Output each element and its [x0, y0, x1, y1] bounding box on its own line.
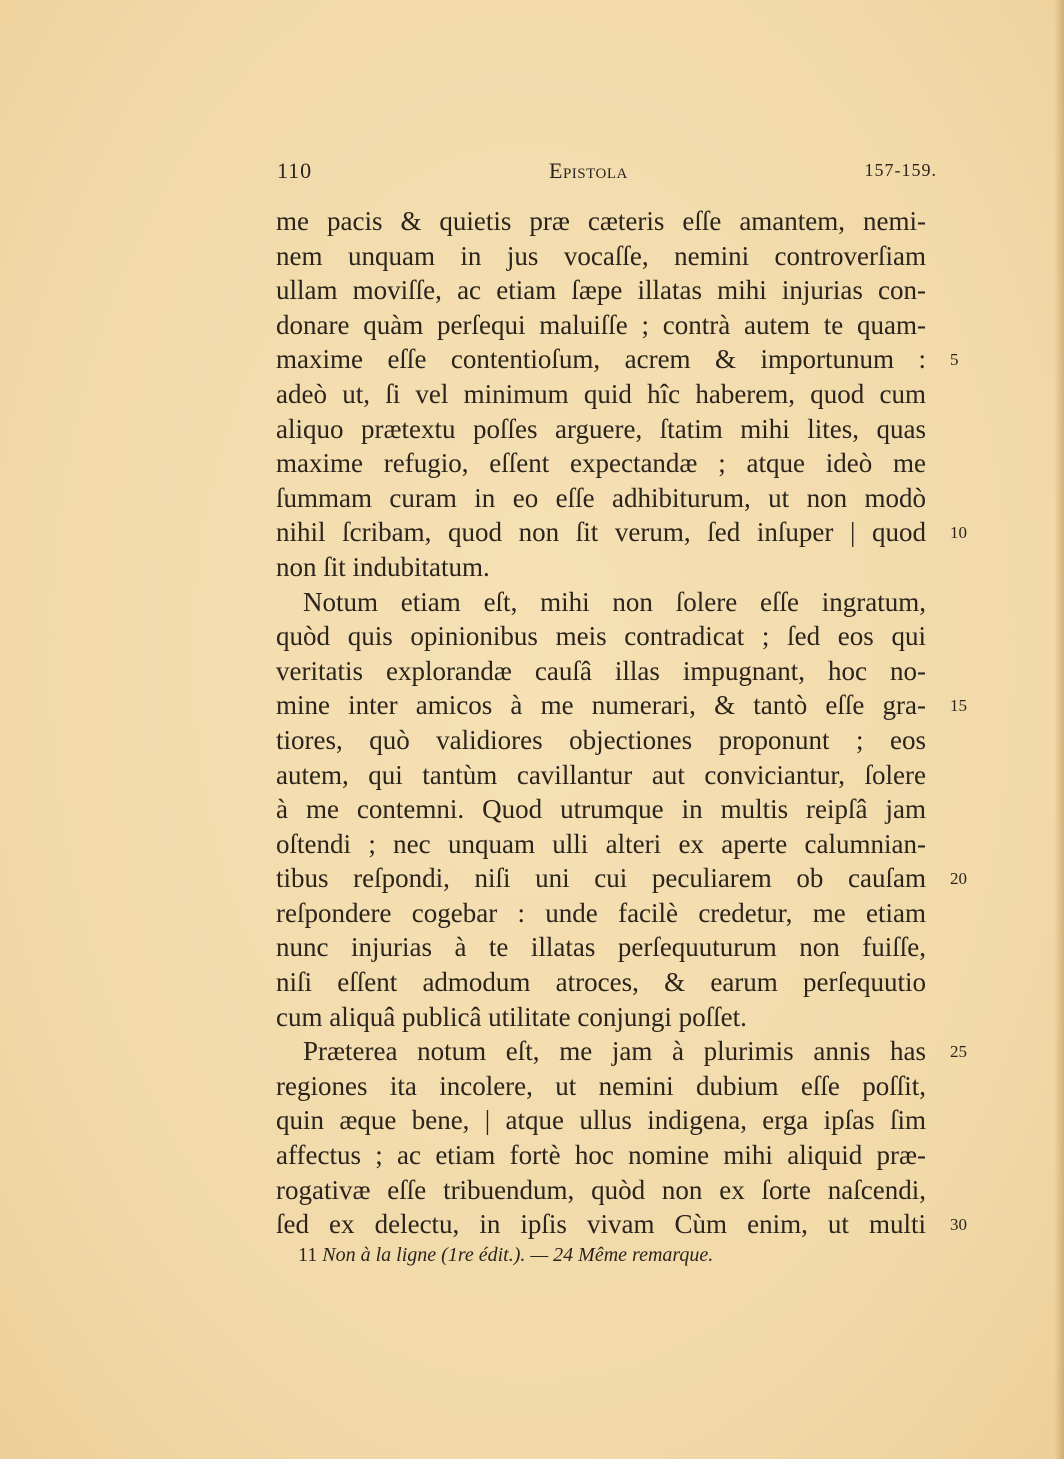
text-line: me pacis & quietis præ cæteris eſſe amantem, nemi- [276, 206, 926, 236]
page-number: 110 [277, 158, 313, 183]
text-line: autem, qui tantùm cavillantur aut conviciantur, ſolere [276, 759, 926, 790]
text-line: rogativæ eſſe tribuendum, quòd non ex ſorte naſcendi, [276, 1174, 926, 1205]
footnote-number: 11 [298, 1244, 318, 1266]
text-line: maxime eſſe contentioſum, acrem & importunum : [276, 344, 926, 375]
text-line: reſpondere cogebar : unde facilè credetur, me etiam [276, 897, 926, 928]
text-line: nem unquam in jus vocaſſe, nemini controverſiam [276, 240, 926, 271]
footnote [298, 1244, 713, 1267]
page-edge-shadow [1054, 0, 1064, 1459]
text-line: tiores, quò validiores objectiones proponunt ; eos [276, 724, 926, 755]
body-text [276, 204, 926, 1242]
text-line: à me contemni. Quod utrumque in multis reipſâ jam [276, 794, 926, 825]
text-line: nunc injurias à te illatas perſequuturum non fuiſſe, [276, 932, 926, 963]
text-line: adeò ut, ſi vel minimum quid hîc haberem, quod cum [276, 378, 926, 409]
margin-line-number: 25 [950, 1042, 967, 1062]
text-line: quòd quis opinionibus meis contradicat ; ſed eos qui [276, 621, 926, 652]
text-line: tibus reſpondi, niſi uni cui peculiarem ob cauſam [276, 863, 926, 894]
text-line: Præterea notum eſt, me jam à plurimis annis has [303, 1036, 926, 1067]
text-line: non ſit indubitatum. [276, 551, 490, 582]
text-line: donare quàm perſequi maluiſſe ; contrà autem te quam- [276, 309, 926, 340]
margin-line-number: 20 [950, 869, 967, 889]
footnote-text: Non à la ligne (1re édit.). — 24 Même remarque. [322, 1244, 714, 1266]
margin-line-number: 10 [950, 523, 967, 543]
text-line: affectus ; ac etiam fortè hoc nomine mihi aliquid præ- [276, 1140, 926, 1171]
text-line: ullam moviſſe, ac etiam ſæpe illatas mihi injurias con- [276, 275, 926, 306]
text-line: aliquo prætextu poſſes arguere, ſtatim mihi lites, quas [276, 413, 926, 444]
margin-line-number: 30 [950, 1215, 967, 1235]
running-title: Epistola [549, 158, 628, 183]
margin-line-number: 15 [950, 696, 967, 716]
running-header [277, 158, 937, 192]
text-line: quin æque bene, | atque ullus indigena, erga ipſas ſim [276, 1105, 926, 1136]
text-line: cum aliquâ publicâ utilitate conjungi poſſet. [276, 1001, 747, 1032]
text-line: ſummam curam in eo eſſe adhibiturum, ut non modò [276, 482, 926, 513]
text-line: ſed ex delectu, in ipſis vivam Cùm enim, ut multi [276, 1209, 926, 1240]
text-line: maxime refugio, eſſent expectandæ ; atque ideò me [276, 448, 926, 479]
text-line: Notum etiam eſt, mihi non ſolere eſſe ingratum, [303, 586, 926, 617]
margin-line-number: 5 [950, 350, 959, 370]
text-line: oſtendi ; nec unquam ulli alteri ex aperte calumnian- [276, 828, 926, 859]
section-range: 157-159. [864, 160, 937, 180]
text-line: nihil ſcribam, quod non ſit verum, ſed inſuper | quod [276, 517, 926, 548]
text-line: mine inter amicos à me numerari, & tantò eſſe gra- [276, 690, 926, 721]
text-line: niſi eſſent admodum atroces, & earum perſequutio [276, 967, 926, 998]
text-line: regiones ita incolere, ut nemini dubium eſſe poſſit, [276, 1070, 926, 1101]
text-line: veritatis explorandæ cauſâ illas impugnant, hoc no- [276, 655, 926, 686]
